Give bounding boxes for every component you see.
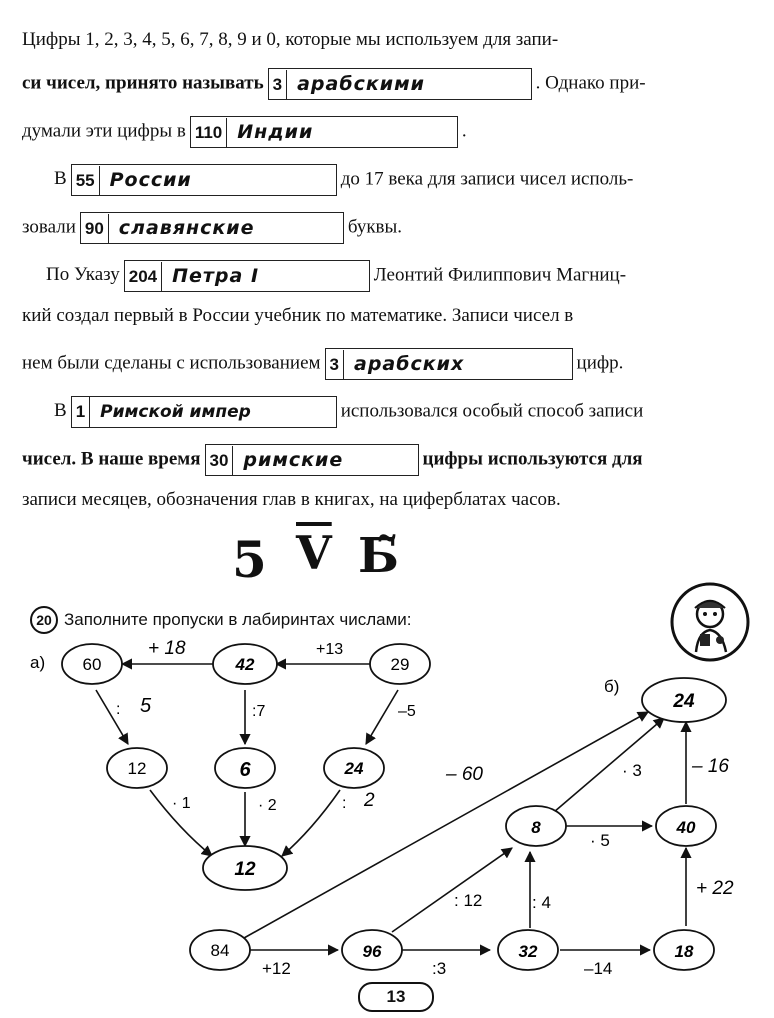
answer-box-7	[71, 396, 337, 428]
page-number: 13	[358, 982, 434, 1012]
answer-box-2	[190, 116, 458, 148]
op-label: 5	[140, 695, 152, 717]
box-number: 3	[269, 70, 287, 100]
text-span: Леонтий Филиппович Магниц-	[373, 264, 627, 286]
answer-box-8	[205, 444, 419, 476]
handwritten-answer: Римской импер	[100, 402, 251, 422]
text-span: цифр.	[576, 352, 624, 374]
text-line-3	[22, 116, 467, 148]
text-line-6	[22, 260, 626, 292]
node-text: 24	[673, 691, 695, 712]
box-number: 110	[191, 118, 227, 148]
text-span: до 17 века для записи чисел исполь-	[340, 168, 634, 190]
text-span: .	[461, 120, 467, 142]
arabic-numeral-five: 5	[232, 530, 267, 589]
op-label: + 22	[696, 878, 734, 899]
text-span: В	[54, 400, 67, 422]
op-label: : 12	[454, 891, 483, 910]
op-label: · 1	[172, 795, 191, 812]
op-label: :7	[252, 703, 266, 720]
edge-24-12	[282, 790, 340, 856]
answer-box-1	[268, 68, 532, 100]
text-span: В	[54, 168, 67, 190]
node-text: 8	[531, 818, 541, 837]
op-label: · 2	[258, 797, 277, 814]
node-text: 12	[234, 859, 256, 880]
op-label: +12	[262, 959, 291, 978]
roman-numeral-five: $\overline{V}$	[296, 526, 332, 580]
node-text: 12	[127, 759, 147, 778]
node-text: 60	[82, 655, 102, 674]
node-text: 6	[239, 759, 251, 781]
handwritten-answer: славянские	[118, 217, 255, 239]
op-label: 2	[364, 790, 375, 811]
node-text: 29	[390, 655, 410, 674]
answer-box-6	[325, 348, 573, 380]
node-text: 96	[362, 942, 382, 961]
text-line-2	[22, 68, 646, 100]
text-span: цифры используются для	[422, 448, 643, 470]
answer-box-5	[124, 260, 370, 292]
maze-diagrams	[0, 620, 774, 980]
op-label: – 60	[446, 764, 483, 785]
edge-60-12	[96, 690, 128, 744]
op-label: –5	[398, 703, 416, 720]
text-line-1	[22, 28, 558, 52]
slavic-numeral-five: Б̃	[358, 528, 400, 584]
handwritten-answer: арабскими	[297, 73, 425, 95]
edge-84-24	[244, 712, 648, 938]
op-label: :	[116, 701, 121, 718]
box-number: 204	[125, 262, 162, 292]
text-line-9	[22, 396, 643, 428]
answer-box-3	[71, 164, 337, 196]
text-span: По Указу	[46, 264, 120, 286]
text-span: зовали	[22, 216, 76, 238]
op-label: +13	[316, 641, 344, 658]
text-line-5	[22, 212, 402, 244]
box-number: 90	[81, 214, 109, 244]
node-text: 18	[674, 942, 694, 961]
node-text: 40	[676, 818, 696, 837]
text-span: записи месяцев, обозначения глав в книгах, на циферблатах часов.	[22, 489, 561, 510]
text-span: Цифры 1, 2, 3, 4, 5, 6, 7, 8, 9 и 0, которые мы используем для запи-	[22, 29, 559, 50]
op-label: : 4	[532, 893, 551, 912]
edge-96-8	[392, 848, 512, 932]
text-span: нем были сделаны с использованием	[22, 352, 321, 374]
node-text: 32	[518, 942, 538, 961]
edge-29-24	[366, 690, 398, 744]
text-span: си чисел, принято называть	[22, 72, 264, 94]
box-number: 55	[72, 166, 100, 196]
handwritten-answer: Петра I	[172, 265, 260, 287]
text-line-7	[22, 304, 573, 328]
task-number-badge: 20	[30, 606, 58, 634]
op-label: :3	[432, 959, 447, 978]
maze-b-label: б)	[604, 677, 620, 696]
handwritten-answer: римские	[243, 449, 344, 471]
box-number: 30	[206, 446, 234, 476]
op-label: · 5	[590, 831, 610, 850]
handwritten-answer: арабских	[354, 353, 465, 375]
node-text: 42	[235, 655, 255, 674]
answer-box-4	[80, 212, 344, 244]
op-label: :	[342, 795, 347, 812]
text-span: буквы.	[347, 216, 403, 238]
text-span: использовался особый способ записи	[340, 400, 644, 422]
text-span: . Однако при-	[535, 72, 646, 94]
handwritten-answer: Индии	[237, 121, 314, 143]
box-number: 3	[326, 350, 344, 380]
text-span: думали эти цифры в	[22, 120, 186, 142]
text-line-11	[22, 488, 561, 512]
text-line-4	[22, 164, 633, 196]
op-label: · 3	[622, 761, 642, 780]
text-line-8	[22, 348, 623, 380]
maze-a-label: а)	[30, 653, 46, 672]
edge-8-24	[554, 718, 664, 812]
handwritten-answer: России	[109, 169, 192, 191]
box-number: 1	[72, 397, 90, 427]
op-label: – 16	[692, 756, 729, 777]
node-text: 24	[344, 759, 364, 778]
node-text: 84	[210, 941, 230, 960]
task-title-text: Заполните пропуски в лабиринтах числами:	[64, 610, 412, 629]
op-label: –14	[584, 959, 613, 978]
text-line-10	[22, 444, 643, 476]
text-span: чисел. В наше время	[22, 448, 201, 470]
text-span: кий создал первый в России учебник по математике. Записи чисел в	[22, 305, 574, 326]
op-label: + 18	[148, 638, 186, 659]
